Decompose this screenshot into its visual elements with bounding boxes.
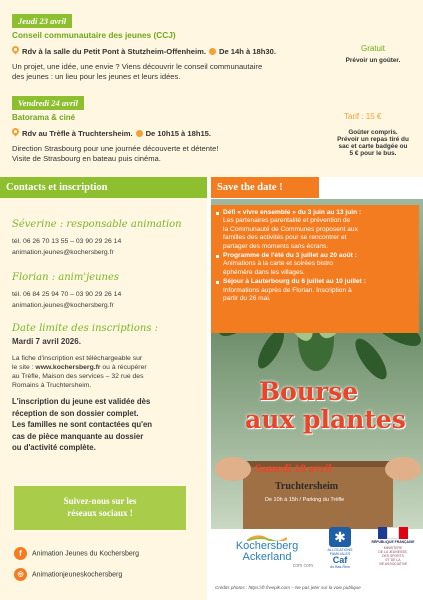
kochersberg-logo: Kochersberg Ackerland com com [221,533,313,575]
event-date-tag: Vendredi 24 avril [12,96,84,110]
flag-icon [378,527,408,539]
event-title: Conseil communautaire des jeunes (CCJ) [12,30,176,40]
validation-note: L'inscription du jeune est validée dès réception de son dossier complet. Les familles ne sont contactées qu'en cas de pièce manquante au dossier ou d'activité complète. [12,397,153,452]
event-desc-2: des jeunes : un lieu pour les jeunes et leurs idées. [12,72,181,81]
event-price: Tarif : 15 € Goûter compris. Prévoir un repas tiré du sac et carte badgée ou 5 € pour le bus. [337,112,409,157]
poster-place: Truchtersheim [275,481,339,492]
event-price: Gratuit Prévoir un goûter. [345,44,401,64]
clock-icon [209,48,216,55]
event-2 [0,92,423,174]
save-the-date-box [211,205,419,333]
deadline-title: Date limite des inscriptions : [12,323,159,334]
save-the-date-panel [207,177,423,600]
event-1 [0,0,423,92]
poster-title-line1: Bourse [259,377,359,406]
instagram-link[interactable]: ◎ Animationjeuneskochersberg [14,568,122,581]
follow-us-banner: Suivez-nous sur les réseaux sociaux ! [14,486,186,530]
location-pin-icon [12,46,19,55]
contact-email: animation.jeunes@kochersberg.fr [12,249,114,256]
contact-phone: tél. 06 26 70 13 55 – 03 90 29 26 14 [12,238,122,245]
clock-icon [136,130,143,137]
poster-hours: De 10h à 15h / Parking du Trèfle [265,497,345,503]
event-desc-1: Direction Strasbourg pour une journée découverte et détente! [12,144,219,153]
registration-info: La fiche d'inscription est téléchargeable sur le site : www.kochersberg.fr ou à récupérer au Trèfle, Maison des services – 32 rue des Romains à Truchtersheim. [12,355,147,389]
event-title: Batorama & ciné [12,113,76,122]
event-date-tag: Jeudi 23 avril [12,14,72,28]
photo-credits: Crédits photos : https://fr.freepik.com – Ne pas jeter sur la voie publique [215,585,361,590]
snowflake-icon: ✱ [329,527,351,547]
save-item: Programme de l'été du 3 juillet au 20 août : Animations à la carte et soirées bistro éphémère dans les villages. [215,252,415,277]
event-location: Rdv à la salle du Petit Pont à Stutzheim-Offenheim. De 14h à 18h30. [12,46,276,57]
facebook-link[interactable]: f Animation Jeunes du Kochersberg [14,547,139,560]
republique-francaise-logo: RÉPUBLIQUE FRANÇAISE MINISTÈRE DE LA JEUNESSE, DES SPORTS ET DE LA VIE ASSOCIATIVE [367,527,419,579]
save-item: Séjour à Lauterbourg du 6 juillet au 10 juillet : Informations auprès de Florian. Inscription à partir du 26 mai. [215,278,415,303]
save-item: Défi « vivre ensemble » du 3 juin au 13 juin : Les partenaires parentalité et prévention de la Communauté de Communes proposent aux familles des activités pour se rencontrer et partager des moments sans écrans. [215,209,415,251]
event-location: Rdv au Trèfle à Truchtersheim. De 10h15 à 18h15. [12,128,211,139]
instagram-icon: ◎ [14,568,27,581]
website-link[interactable]: www.kochersberg.fr [35,364,101,371]
facebook-icon: f [14,547,27,560]
location-pin-icon [12,128,19,137]
contact-name: Séverine : responsable animation [12,219,182,230]
contacts-header: Contacts et inscription [0,177,207,198]
poster-title-line2: aux plantes [245,405,406,434]
event-desc-1: Un projet, une idée, une envie ? Viens découvrir le conseil communautaire [12,62,263,71]
poster-date: Samedi 18 avril [255,463,332,475]
contact-phone: tél. 06 84 25 94 70 – 03 90 29 26 14 [12,291,122,298]
caf-logo: ✱ ALLOCATIONS FAMILIALES Caf du Bas-Rhin [327,529,353,569]
contact-email: animation.jeunes@kochersberg.fr [12,302,114,309]
deadline-date: Mardi 7 avril 2026. [12,337,81,346]
event-desc-2: Visite de Strasbourg en bateau puis cinéma. [12,154,161,163]
save-the-date-header: Save the date ! [211,177,319,198]
contact-name: Florian : anim'jeunes [12,272,120,283]
contacts-panel [0,199,207,600]
